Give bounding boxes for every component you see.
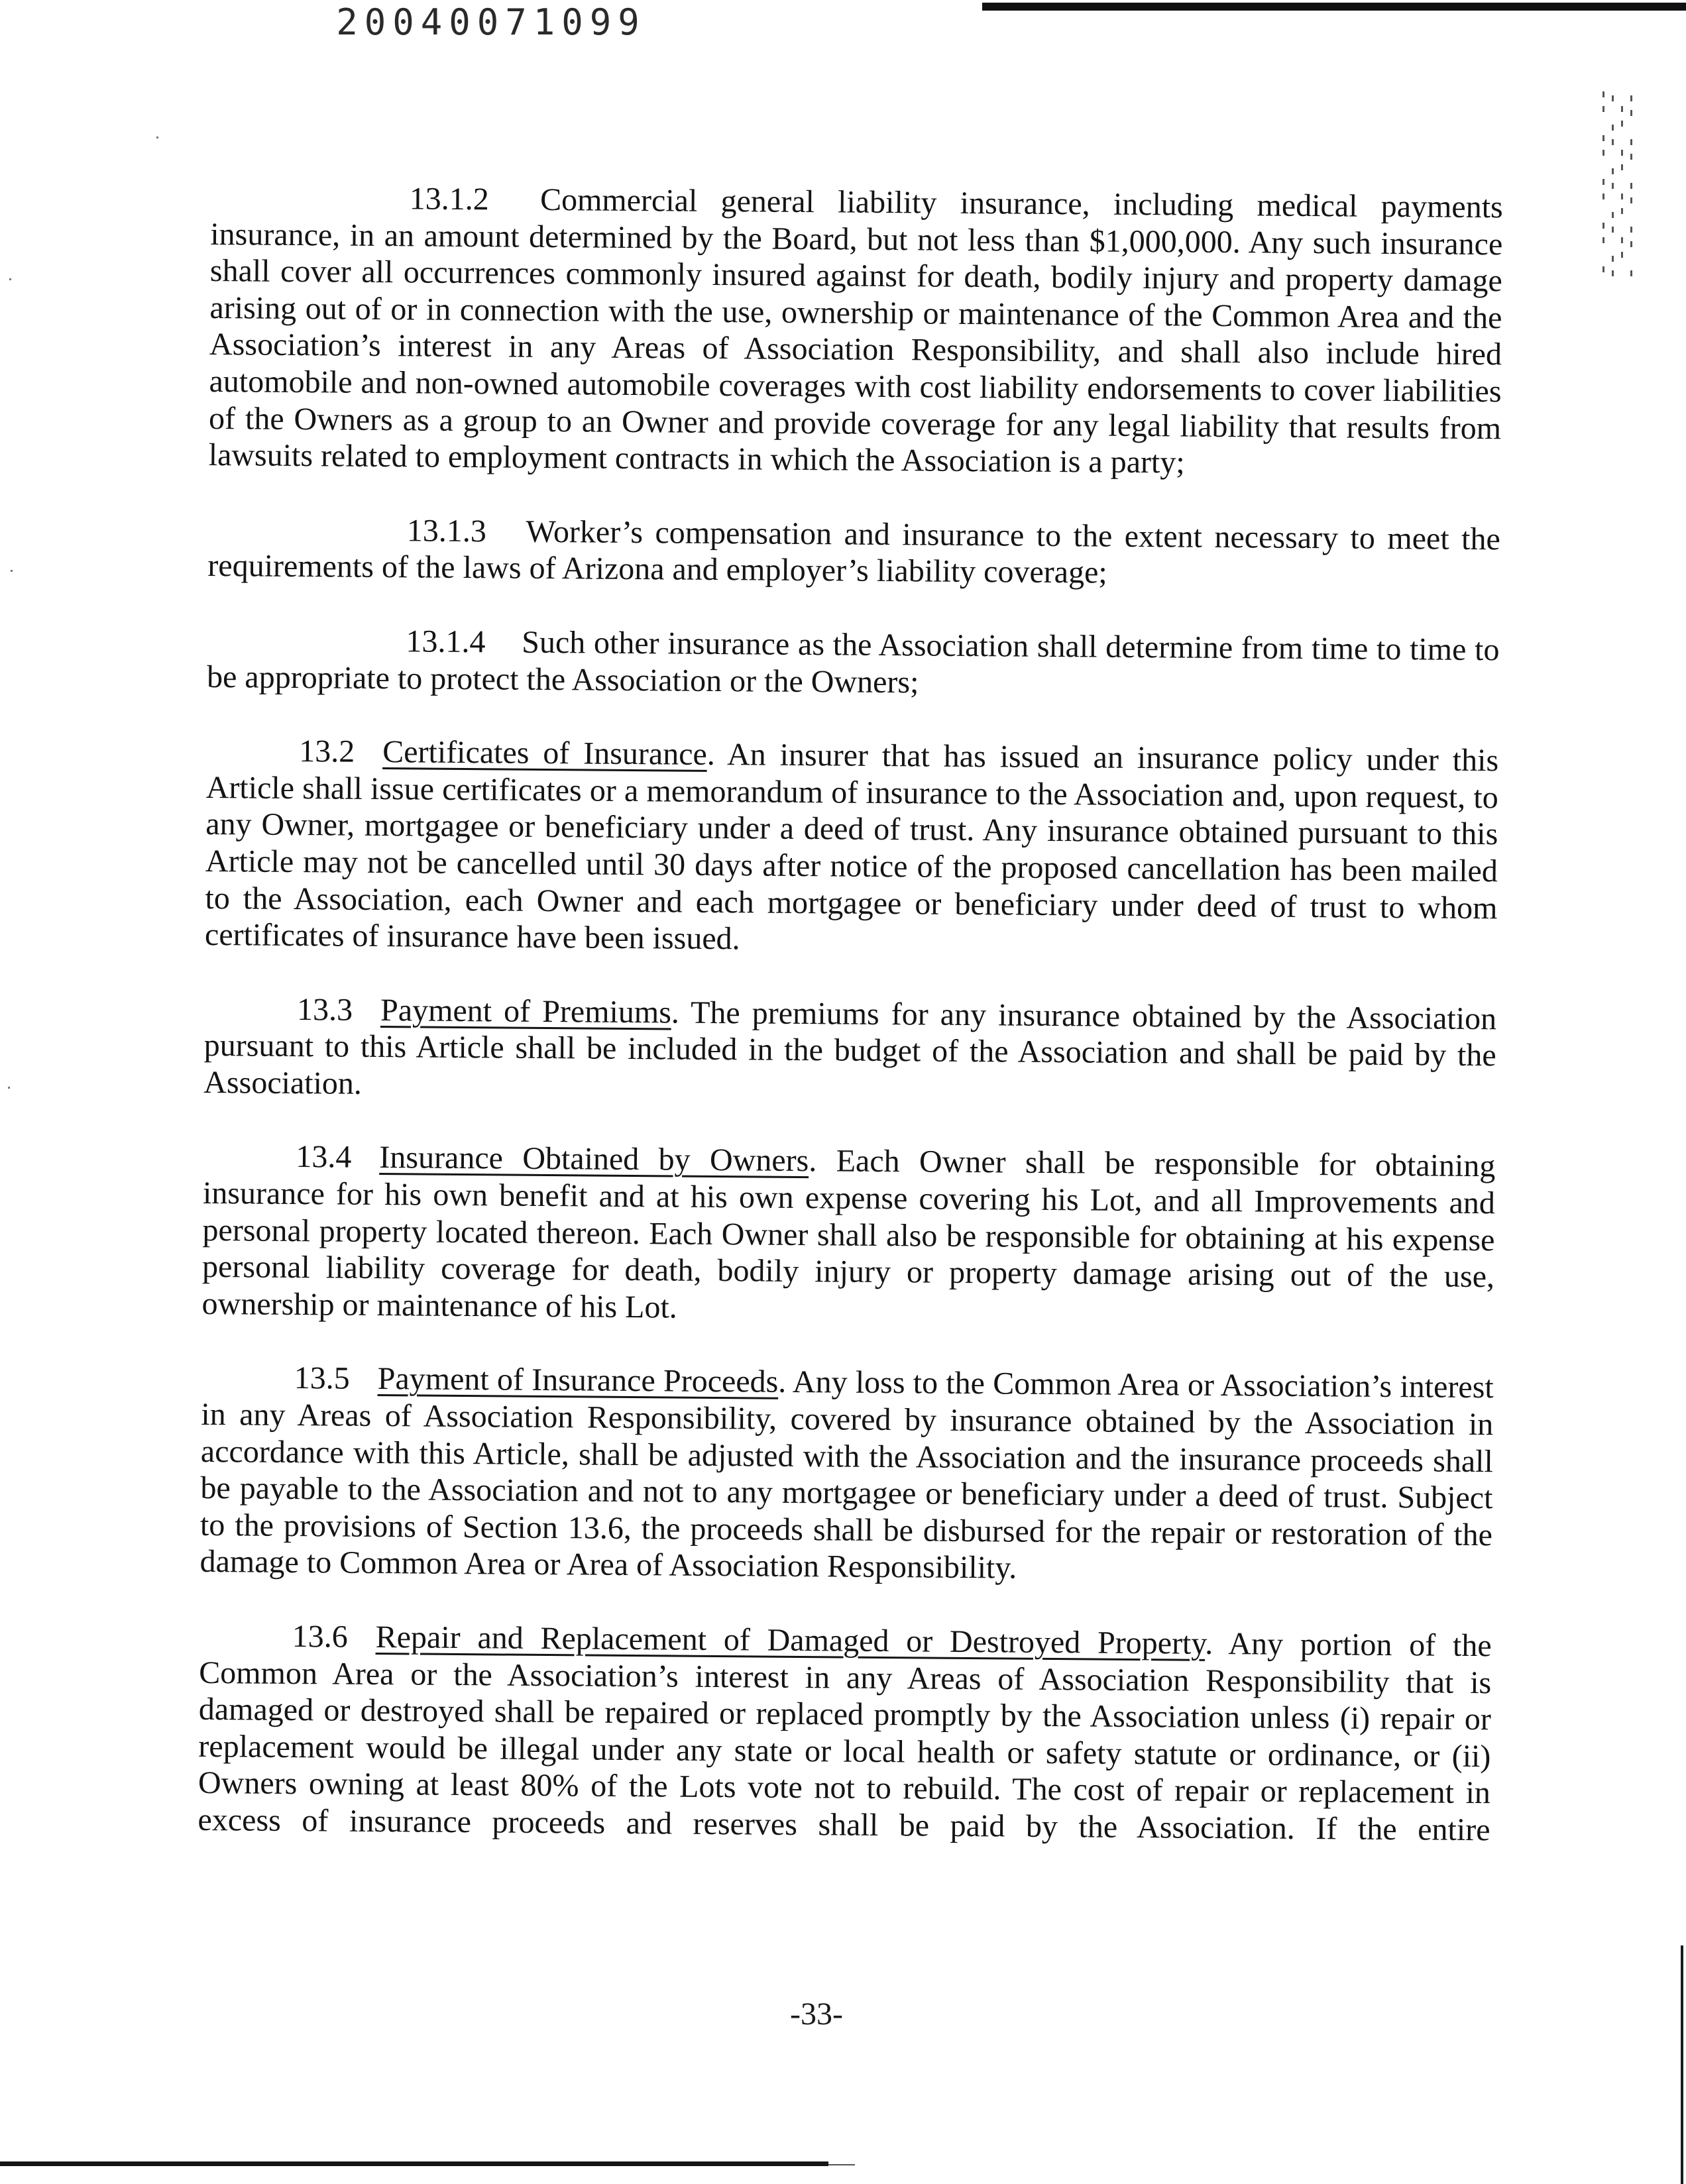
paragraph-13-1-2 (209, 179, 1503, 484)
section-number: 13.4 (296, 1139, 352, 1175)
scan-speck (11, 570, 13, 572)
margin-tick-mark (1602, 150, 1604, 156)
paragraph-13-1-4 (207, 622, 1500, 705)
document-body (197, 179, 1503, 1849)
section-heading: Payment of Premiums (380, 992, 672, 1030)
margin-tick-mark (1602, 266, 1604, 272)
margin-tick-mark (1612, 139, 1614, 145)
paragraph-text: Worker’s compensation and insurance to the extent necessary to meet the requirements of the laws of Arizona and employer’s liability coverage; (207, 514, 1500, 590)
section-heading: Repair and Replacement of Damaged or Destroyed Property (375, 1619, 1206, 1661)
section-text: The premiums for any insurance obtained by the Association pursuant to this Article shall be included in the budget of the Association and shall be paid by the Association. (203, 995, 1497, 1101)
section-number: 13.5 (294, 1360, 350, 1397)
margin-tick-mark (1602, 193, 1604, 199)
paragraph-text: Commercial general liability insurance, including medical payments insurance, in an amount determined by the Board, but not less than $1,000,000. Any such insurance shall cover all occurrences commonly insured against for death, bodily injury and property damage arising out of or in connection with the use, ownership or maintenance of the Common Area and the Association’s interest in any Areas of Association Responsibility, and shall also include hired automobile and non-owned automobile coverages with cost liability endorsements to cover liabilities of the Owners as a group to an Owner and provide coverage for any legal liability that results from lawsuits related to employment contracts in which the Association is a party; (208, 182, 1503, 480)
margin-tick-mark (1602, 135, 1604, 141)
scan-speck (156, 136, 158, 138)
margin-tick-mark (1602, 179, 1604, 185)
bottom-border-rule (0, 2161, 828, 2166)
section-text: Any loss to the Common Area or Association’s interest in any Areas of Association Responsibility, covered by insurance obtained by the Association in accordance with this Article, shall be adjusted with the Association and the insurance proceeds shall be payable to the Association and not to any mortgagee or beneficiary under a deed of trust. Subject to the provisions of Section 13.6, the proceeds shall be disbursed for the repair or restoration of the damage to Common Area or Area of Association Responsibility. (199, 1364, 1494, 1586)
margin-tick-mark (1621, 121, 1623, 127)
page-number: -33- (790, 1996, 843, 2032)
section-heading: Certificates of Insurance (382, 734, 708, 773)
section-heading: Insurance Obtained by Owners (379, 1140, 809, 1179)
section-13-3: 13.3 Payment of Premiums. The premiums for any insurance obtained by the Association pursuant to this Article shall be included in the budget of the Association and shall be paid by the Association. (203, 991, 1497, 1101)
margin-tick-mark (1612, 125, 1614, 131)
bottom-border-rule-tail (828, 2164, 855, 2165)
margin-tick-mark (1602, 91, 1604, 97)
margin-tick-mark (1630, 139, 1632, 145)
section-text: Any portion of the Common Area or the Association’s interest in any Areas of Association Responsibility that is damaged or destroyed shall be repaired or replaced promptly by the Association unless (i) repair or replacement would be illegal under any state or local health or safety statute or ordinance, or (ii) Owners owning at least 80% of the Lots vote not to rebuild. The cost of repair or replacement in excess of insurance proceeds and reserves shall be paid by the Association. If the entire (197, 1626, 1492, 1848)
section-13-5: 13.5 Payment of Insurance Proceeds. Any loss to the Common Area or Association’s interest in any Areas of Association Responsibility, covered by insurance obtained by the Association in accordance with this Article, shall be adjusted with the Association and the insurance proceeds shall be payable to the Association and not to any mortgagee or beneficiary under a deed of trust. Subject to the provisions of Section 13.6, the proceeds shall be disbursed for the repair or restoration of the damage to Common Area or Area of Association Responsibility. (199, 1360, 1494, 1586)
margin-tick-mark (1612, 95, 1614, 101)
top-border-rule (982, 3, 1686, 11)
margin-tick-mark (1621, 106, 1623, 112)
paragraph-13-1-3 (207, 511, 1500, 594)
margin-tick-mark (1630, 270, 1632, 276)
paragraph-text: Such other insurance as the Association shall determine from time to time to be appropriate to protect the Association or the Owners; (206, 624, 1500, 700)
scan-speck (8, 1087, 10, 1089)
section-text: Each Owner shall be responsible for obtaining insurance for his own benefit and at his own expense covering his Lot, and all Improvements and personal property located thereon. Each Owner shall also be responsible for obtaining at his expense personal liability coverage for death, bodily injury or property damage arising out of the use, ownership or maintenance of his Lot. (201, 1143, 1496, 1325)
margin-tick-mark (1630, 154, 1632, 160)
section-number: 13.3 (296, 991, 353, 1028)
margin-tick-mark (1630, 183, 1632, 189)
margin-tick-mark (1612, 270, 1614, 276)
margin-tick-mark (1630, 227, 1632, 233)
margin-tick-mark (1621, 164, 1623, 170)
margin-tick-mark (1630, 197, 1632, 203)
section-text: An insurer that has issued an insurance policy under this Article shall issue certificates or a memorandum of insurance to the Association and, upon request, to any Owner, mortgagee or beneficiary under a deed of trust. Any insurance obtained pursuant to this Article may not be cancelled until 30 days after notice of the proposed cancellation has been mailed to the Association, each Owner and each mortgagee or beneficiary under deed of trust to whom certificates of insurance have been issued. (204, 737, 1499, 957)
margin-scan-marks (1602, 91, 1642, 290)
section-number: 13.6 (292, 1619, 348, 1655)
section-number: 13.2 (299, 734, 355, 769)
section-13-6: 13.6 Repair and Replacement of Damaged or Destroyed Property. Any portion of the Common Area or the Association’s interest in any Areas of Association Responsibility that is damaged or destroyed shall be repaired or replaced promptly by the Association unless (i) repair or replacement would be illegal under any state or local health or safety statute or ordinance, or (ii) Owners owning at least 80% of the Lots vote not to rebuild. The cost of repair or replacement in excess of insurance proceeds and reserves shall be paid by the Association. If the entire (197, 1619, 1492, 1848)
document-number: 20040071099 (336, 1, 646, 43)
margin-tick-mark (1621, 208, 1623, 214)
margin-tick-mark (1630, 95, 1632, 101)
paragraph-number: 13.1.3 (406, 513, 487, 549)
margin-tick-mark (1630, 110, 1632, 116)
paragraph-number: 13.1.2 (409, 181, 489, 217)
margin-tick-mark (1621, 150, 1623, 156)
margin-tick-mark (1602, 223, 1604, 229)
section-13-2: 13.2 Certificates of Insurance. An insurer that has issued an insurance policy under this Article shall issue certificates or a memorandum of insurance to the Association and, upon request, to any Owner, mortgagee or beneficiary under a deed of trust. Any insurance obtained pursuant to this Article may not be cancelled until 30 days after notice of the proposed cancellation has been mailed to the Association, each Owner and each mortgagee or beneficiary under deed of trust to whom certificates of insurance have been issued. (204, 734, 1499, 957)
section-heading: Payment of Insurance Proceeds (377, 1361, 779, 1400)
scan-speck (9, 278, 11, 280)
margin-tick-mark (1602, 237, 1604, 243)
margin-tick-mark (1621, 237, 1623, 243)
margin-tick-mark (1612, 227, 1614, 233)
margin-tick-mark (1630, 241, 1632, 247)
margin-tick-mark (1602, 106, 1604, 112)
section-13-4: 13.4 Insurance Obtained by Owners. Each Owner shall be responsible for obtaining insurance for his own benefit and at his own expense covering his Lot, and all Improvements and personal property located thereon. Each Owner shall also be responsible for obtaining at his expense personal liability coverage for death, bodily injury or property damage arising out of the use, ownership or maintenance of his Lot. (201, 1139, 1496, 1325)
margin-tick-mark (1612, 183, 1614, 189)
paragraph-number: 13.1.4 (406, 624, 486, 660)
right-edge-scan-mark (1681, 1945, 1683, 2184)
margin-tick-mark (1612, 168, 1614, 174)
margin-tick-mark (1612, 212, 1614, 218)
margin-tick-mark (1621, 252, 1623, 258)
margin-tick-mark (1612, 256, 1614, 262)
margin-tick-mark (1621, 193, 1623, 199)
